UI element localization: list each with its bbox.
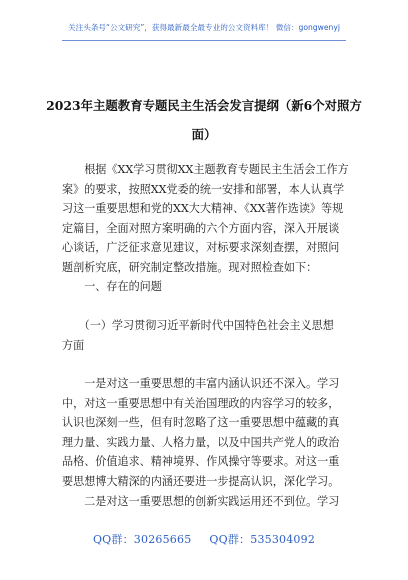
footer-contacts bbox=[0, 531, 408, 547]
document-title-line-1: 2023年主题教育专题民主生活会发言提纲（新6个对照方 bbox=[46, 98, 362, 113]
paragraph-point-two bbox=[62, 492, 352, 512]
text-line: 中，对这一重要思想中有关治国理政的内容学习的较多， bbox=[62, 396, 340, 410]
text-line: 一是对这一重要思想的丰富内涵认识还不深入。学习 bbox=[62, 377, 340, 390]
text-line: 要思想博大精深的内涵还要进一步提高认识，深化学习。 bbox=[62, 474, 340, 488]
text-line: 方面 bbox=[62, 338, 85, 352]
paragraph-intro bbox=[62, 160, 352, 278]
text-line: 案》的要求，按照XX党委的统一安排和部署，本人认真学 bbox=[62, 182, 345, 196]
subsection-heading bbox=[62, 316, 352, 355]
text-line: （一）学习贯彻习近平新时代中国特色社会主义思想 bbox=[62, 319, 334, 332]
text-line: 定篇目，全面对照方案明确的六个方面内容，深入开展谈 bbox=[62, 221, 340, 235]
header-divider bbox=[62, 40, 346, 41]
text-line: 一、存在的问题 bbox=[62, 280, 162, 293]
text-line: 二是对这一重要思想的创新实践运用还不到位。学习 bbox=[62, 495, 340, 508]
qq-group-2: QQ群：535304092 bbox=[209, 533, 316, 546]
text-line: 心谈话，广泛征求意见建议，对标要求深刻查摆，对照问 bbox=[62, 241, 340, 255]
text-line: 品格、价值追求、精神境界、作风操守等要求。对这一重 bbox=[62, 455, 340, 469]
text-line: 习这一重要思想和党的XX大大精神、《XX著作选读》等规 bbox=[62, 202, 344, 216]
header-note: 关注头条号“公文研究”，获得最新最全最专业的公文资料库！ 微信：gongwenyj bbox=[68, 23, 340, 32]
text-line: 理力量、实践力量、人格力量，以及中国共产党人的政治 bbox=[62, 435, 340, 449]
text-line: 题剖析究底，研究制定整改措施。现对照检查如下： bbox=[62, 260, 318, 274]
text-line: 根据《XX学习贯彻XX主题教育专题民主生活会工作方 bbox=[62, 163, 349, 176]
section-heading bbox=[62, 277, 352, 297]
paragraph-point-one bbox=[62, 374, 352, 492]
text-line: 认识也深刻一些，但有时忽略了这一重要思想中蕴藏的真 bbox=[62, 416, 340, 430]
qq-group-1: QQ群：30265665 bbox=[92, 533, 192, 546]
document-title-line-2: 面） bbox=[191, 127, 217, 142]
